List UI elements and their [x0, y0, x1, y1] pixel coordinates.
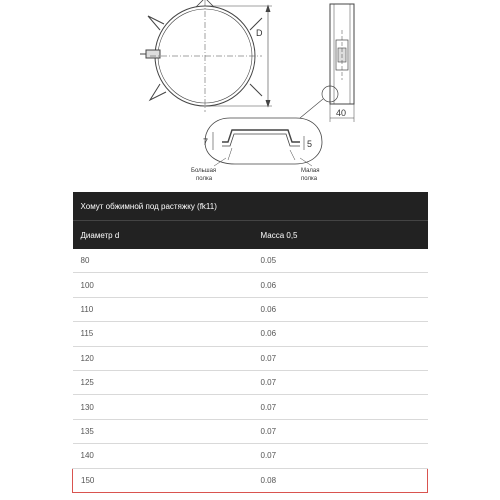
cell-mass: 0.07 — [253, 395, 428, 419]
dim-5-label: 5 — [307, 139, 313, 149]
cell-mass: 0.07 — [253, 444, 428, 468]
cell-diameter: 140 — [73, 444, 253, 468]
table-row — [73, 297, 428, 321]
table-row — [73, 346, 428, 370]
small-flange-label-line1: Малая — [301, 168, 320, 174]
cell-diameter: 135 — [73, 419, 253, 443]
cell-mass: 0.08 — [253, 468, 428, 492]
cell-mass: 0.07 — [253, 419, 428, 443]
dim-d-label: D — [256, 28, 263, 38]
table-row — [73, 322, 428, 346]
cell-diameter: 110 — [73, 297, 253, 321]
table-title: Хомут обжимной под растяжку (fk11) — [73, 192, 428, 221]
header-mass: Масса 0,5 — [253, 221, 428, 250]
cell-diameter: 115 — [73, 322, 253, 346]
dim-40-label: 40 — [336, 108, 347, 118]
profile-detail-view — [205, 118, 322, 166]
table-title-row — [73, 192, 428, 221]
cell-mass: 0.06 — [253, 322, 428, 346]
cell-mass: 0.07 — [253, 346, 428, 370]
cell-mass: 0.07 — [253, 370, 428, 394]
table-row — [73, 395, 428, 419]
cell-diameter: 125 — [73, 370, 253, 394]
dim-7-label: 7 — [203, 137, 209, 147]
cell-diameter: 80 — [73, 249, 253, 273]
cell-mass: 0.05 — [253, 249, 428, 273]
cell-mass: 0.06 — [253, 273, 428, 297]
small-flange-label-line2: полка — [301, 176, 318, 182]
table-row-highlighted — [73, 468, 428, 492]
table-row — [73, 249, 428, 273]
table-row — [73, 444, 428, 468]
cell-mass: 0.06 — [253, 297, 428, 321]
clamp-drawing-svg — [0, 0, 500, 190]
cell-diameter: 100 — [73, 273, 253, 297]
table-row — [73, 419, 428, 443]
table-row — [73, 273, 428, 297]
big-flange-label-line2: полка — [196, 176, 213, 182]
header-diameter: Диаметр d — [73, 221, 253, 250]
table-row — [73, 370, 428, 394]
cell-diameter: 130 — [73, 395, 253, 419]
big-flange-label-line1: Большая — [191, 168, 217, 174]
clamp-front-view — [140, 0, 272, 112]
spec-table — [72, 192, 428, 493]
cell-diameter: 150 — [73, 468, 253, 492]
table-header-row — [73, 221, 428, 250]
cell-diameter: 120 — [73, 346, 253, 370]
clamp-side-view — [300, 4, 354, 122]
technical-drawing — [0, 0, 500, 190]
